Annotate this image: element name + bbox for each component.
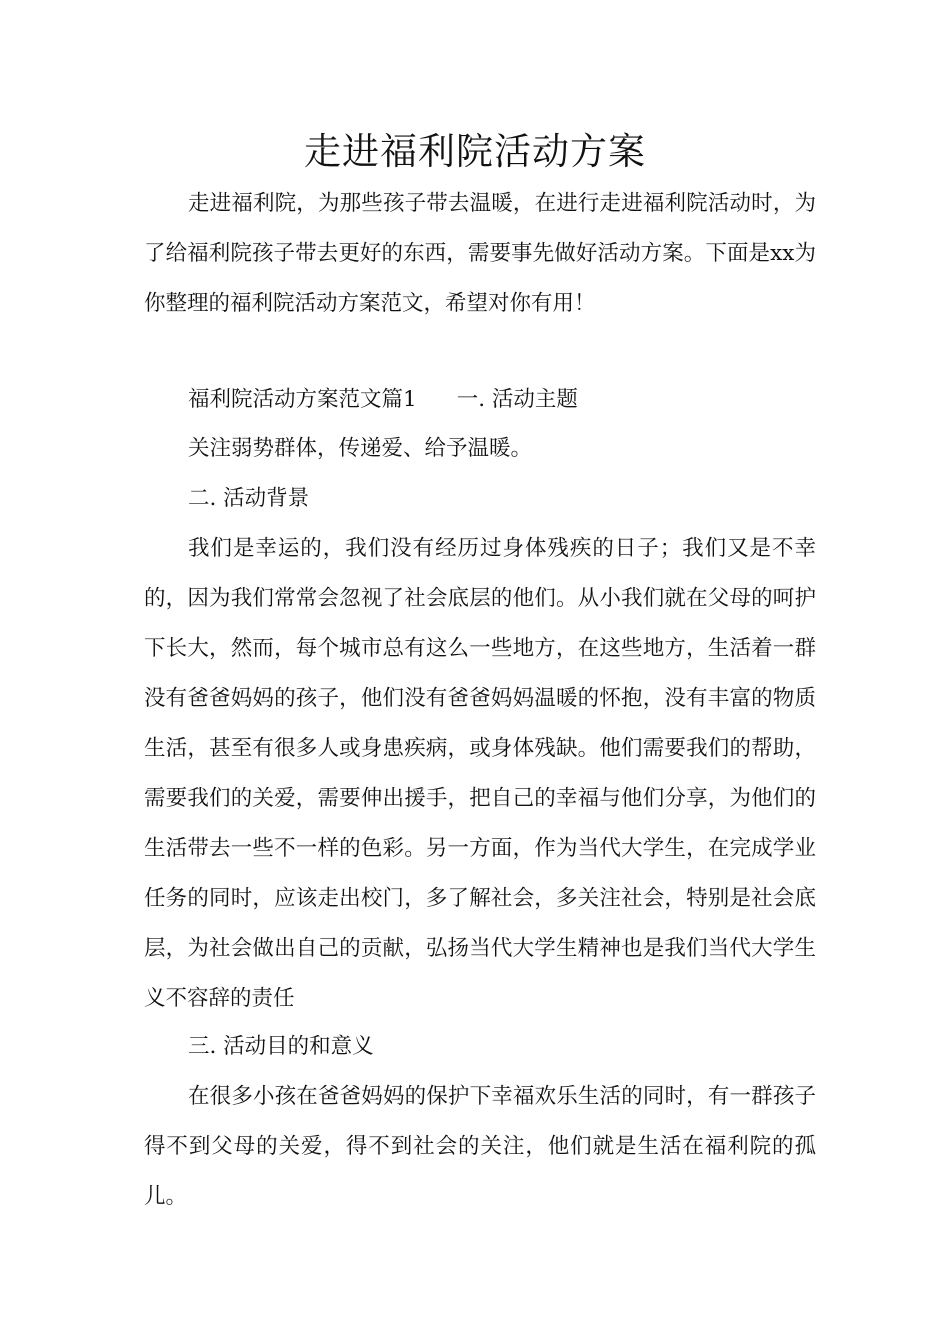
section1-heading: 一. 活动主题 — [456, 387, 578, 412]
section2-paragraph: 我们是幸运的，我们没有经历过身体残疾的日子；我们又是不幸的，因为我们常常会忽视了社会底层的他们。从小我们就在父母的呵护下长大，然而，每个城市总有这么一些地方，在这些地方，生活着一群没有爸爸妈妈的孩子，他们没有爸爸妈妈温暖的怀抱，没有丰富的物质生活，甚至有很多人或身患疾病，或身体残缺。他们需要我们的帮助，需要我们的关爱，需要伸出援手，把自己的幸福与他们分享，为他们的生活带去一些不一样的色彩。另一方面，作为当代大学生，在完成学业任务的同时，应该走出校门，多了解社会，多关注社会，特别是社会底层，为社会做出自己的贡献，弘扬当代大学生精神也是我们当代大学生义不容辞的责任 — [144, 536, 816, 1011]
section3-paragraph: 在很多小孩在爸爸妈妈的保护下幸福欢乐生活的同时，有一群孩子得不到父母的关爱，得不到社会的关注，他们就是生活在福利院的孤儿。 — [144, 1084, 816, 1209]
document-title: 走进福利院活动方案 — [304, 130, 646, 173]
essay-label: 福利院活动方案范文篇1 — [188, 387, 417, 412]
intro-paragraph: 走进福利院，为那些孩子带去温暖，在进行走进福利院活动时，为了给福利院孩子带去更好的东西，需要事先做好活动方案。下面是xx为你整理的福利院活动方案范文，希望对你有用！ — [144, 191, 816, 316]
essay-heading-line — [188, 375, 578, 425]
section3-heading: 三. 活动目的和意义 — [188, 1034, 374, 1059]
section2-heading: 二. 活动背景 — [188, 486, 310, 511]
section1-text: 关注弱势群体，传递爱、给予温暖。 — [188, 436, 533, 461]
